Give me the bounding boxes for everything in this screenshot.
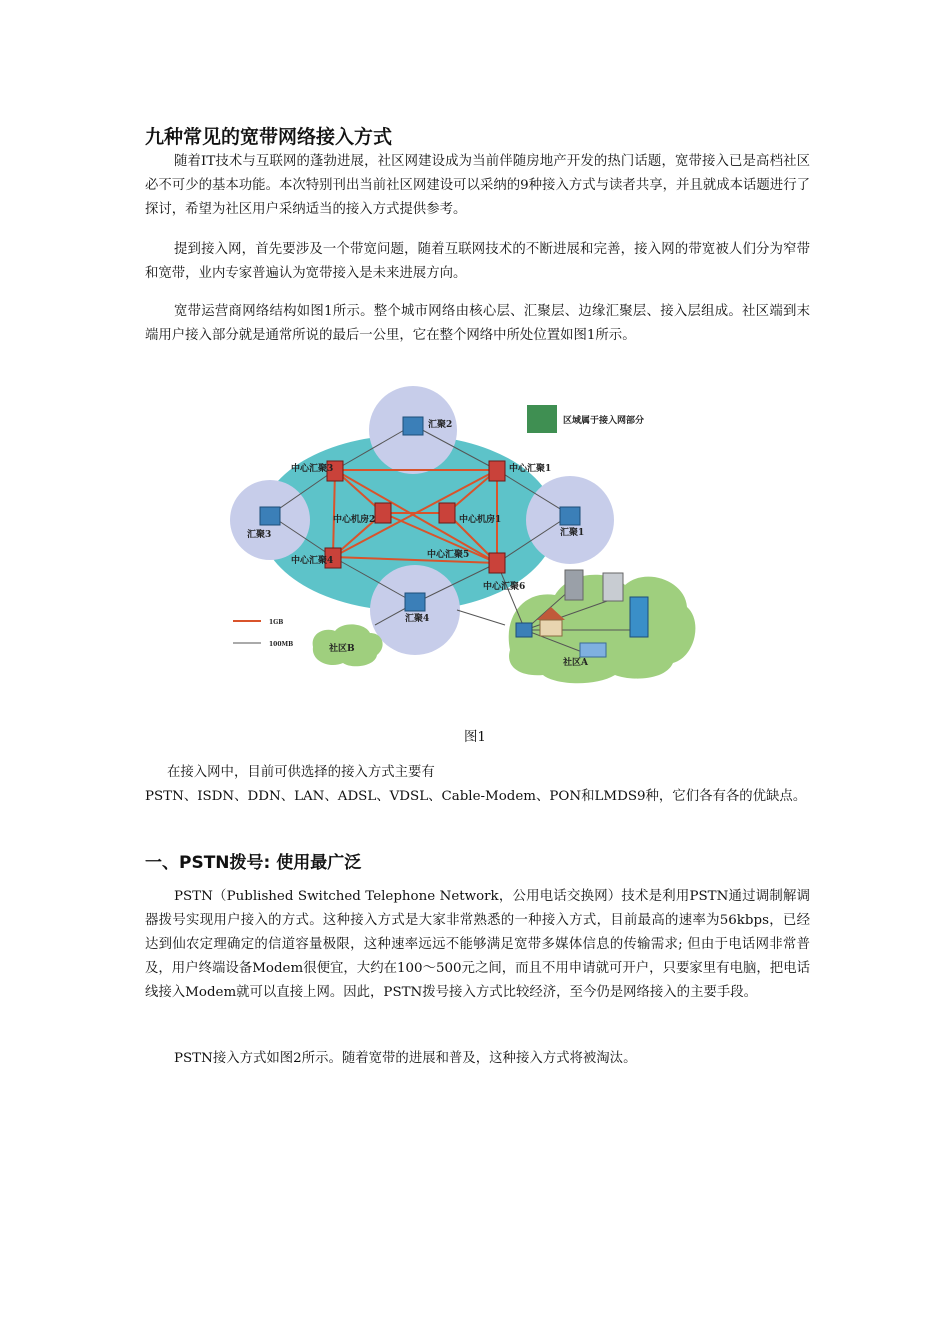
pstn-last-paragraph: PSTN接入方式如图2所示。随着宽带的进展和普及，这种接入方式将被淘汰。 — [174, 1051, 637, 1066]
building-icon — [603, 573, 623, 601]
label-center-agg5: 中心汇聚5 — [427, 550, 470, 560]
switch-agg1-icon — [560, 507, 580, 525]
router-center-agg5-icon — [489, 553, 505, 573]
label-agg1: 汇聚1 — [560, 528, 585, 538]
switch-agg3-icon — [260, 507, 280, 525]
intro-paragraph-1: 随着IT技术与互联网的蓬勃进展，社区网建设成为当前伴随房地产开发的热门话题，宽带接入已是高档社区必不可少的基本功能。本次特别刊出当前社区网建设可以采纳的9种接入方式与读者共享，并且就成本话题进行了探讨，希望为社区用户采纳适当的接入方式提供参考。 — [145, 154, 810, 217]
building-icon — [565, 570, 583, 600]
label-room1: 中心机房1 — [459, 515, 502, 525]
label-community-a: 社区A — [563, 658, 588, 668]
label-center-agg4: 中心汇聚4 — [291, 556, 334, 566]
network-diagram-figure — [225, 385, 715, 695]
document-title: 九种常见的宽带网络接入方式 — [145, 126, 393, 148]
legend-access-area-label: 区域属于接入网部分 — [563, 416, 645, 426]
legend-1gb-label: 1GB — [269, 619, 284, 626]
building-icon — [630, 597, 648, 637]
intro-paragraph-2: 提到接入网，首先要涉及一个带宽问题，随着互联网技术的不断进展和完善，接入网的带宽被人们分为窄带和宽带，业内专家普遍认为宽带接入是未来进展方向。 — [145, 242, 810, 281]
legend-access-area-swatch — [527, 405, 557, 433]
switch-agg2-icon — [403, 417, 423, 435]
label-room2: 中心机房2 — [333, 515, 376, 525]
intro-paragraph-3: 宽带运营商网络结构如图1所示。整个城市网络由核心层、汇聚层、边缘汇聚层、接入层组成。社区端到末端用户接入部分就是通常所说的最后一公里，它在整个网络中所处位置如图1所示。 — [145, 304, 810, 343]
label-agg2: 汇聚2 — [428, 420, 453, 430]
building-icon — [580, 643, 606, 657]
pstn-paragraph: PSTN（Published Switched Telephone Network，公用电话交换网）技术是利用PSTN通过调制解调器拨号实现用户接入的方式。这种接入方式是大家非常熟悉的一种接入方式，目前最高的速率为56kbps，已经达到仙农定理确定的信道容量极限，这种速率远远不能够满足宽带多媒体信息的传输需求; 但由于电话网非常普及，用户终端设备Modem很便宜，大约在100～500元之间，而且不用申请就可开户，只要家里有电脑，把电话线接入Modem就可以直接上网。因此，PSTN拨号接入方式比较经济，至今仍是网络接入的主要手段。 — [145, 889, 810, 1000]
label-community-b: 社区B — [329, 644, 355, 654]
intro-line-2: PSTN、ISDN、DDN、LAN、ADSL、VDSL、Cable-Modem、PON和LMDS9种，它们各有各的优缺点。 — [145, 789, 807, 804]
figure-caption: 图1 — [464, 730, 486, 745]
router-room1-icon — [439, 503, 455, 523]
label-center-agg6: 中心汇聚6 — [483, 582, 526, 592]
section-heading-pstn: 一、PSTN拨号: 使用最广泛 — [145, 853, 362, 873]
router-room2-icon — [375, 503, 391, 523]
label-agg3: 汇聚3 — [247, 530, 272, 540]
legend-100mb-label: 100MB — [269, 641, 294, 648]
house-icon — [540, 620, 562, 636]
label-center-agg3: 中心汇聚3 — [291, 464, 334, 474]
switch-agg4-icon — [405, 593, 425, 611]
intro-line-1: 在接入网中，目前可供选择的接入方式主要有 — [167, 765, 435, 780]
label-agg4: 汇聚4 — [405, 614, 430, 624]
switch-community-a-icon — [516, 623, 532, 637]
label-center-agg1: 中心汇聚1 — [509, 464, 552, 474]
router-center-agg1-icon — [489, 461, 505, 481]
community-a-cloud — [509, 575, 696, 684]
